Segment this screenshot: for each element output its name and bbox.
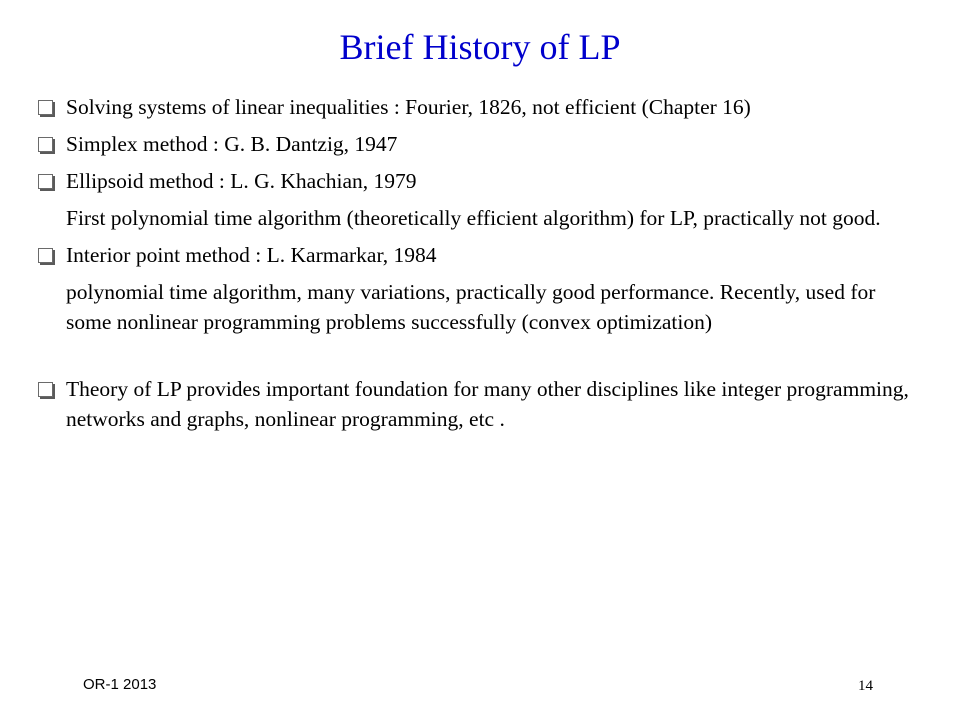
slide-content [38, 92, 918, 434]
bullet-text: Simplex method : G. B. Dantzig, 1947 [66, 132, 398, 156]
square-bullet-icon [38, 248, 53, 263]
square-bullet-icon [38, 382, 53, 397]
sub-paragraph: First polynomial time algorithm (theoretically efficient algorithm) for LP, practically not good. [66, 206, 881, 230]
bullet-text: Theory of LP provides important foundation for many other disciplines like integer programming, networks and graphs, nonlinear programming, etc . [66, 377, 909, 431]
footer-course-label: OR-1 2013 [83, 676, 157, 693]
bullet-item [38, 166, 918, 196]
page-number: 14 [858, 678, 873, 694]
bullet-text: Solving systems of linear inequalities : Fourier, 1826, not efficient (Chapter 16) [66, 95, 751, 119]
bullet-item [38, 129, 918, 159]
square-bullet-icon [38, 174, 53, 189]
square-bullet-icon [38, 100, 53, 115]
bullet-text: Ellipsoid method : L. G. Khachian, 1979 [66, 169, 417, 193]
bullet-item [38, 240, 918, 270]
slide-title: Brief History of LP [339, 27, 621, 67]
bullet-text: Interior point method : L. Karmarkar, 1984 [66, 243, 437, 267]
square-bullet-icon [38, 137, 53, 152]
sub-paragraph: polynomial time algorithm, many variations, practically good performance. Recently, used for some nonlinear programming problems successfully (convex optimization) [66, 280, 876, 334]
bullet-item [38, 92, 918, 122]
bullet-item [38, 374, 918, 434]
